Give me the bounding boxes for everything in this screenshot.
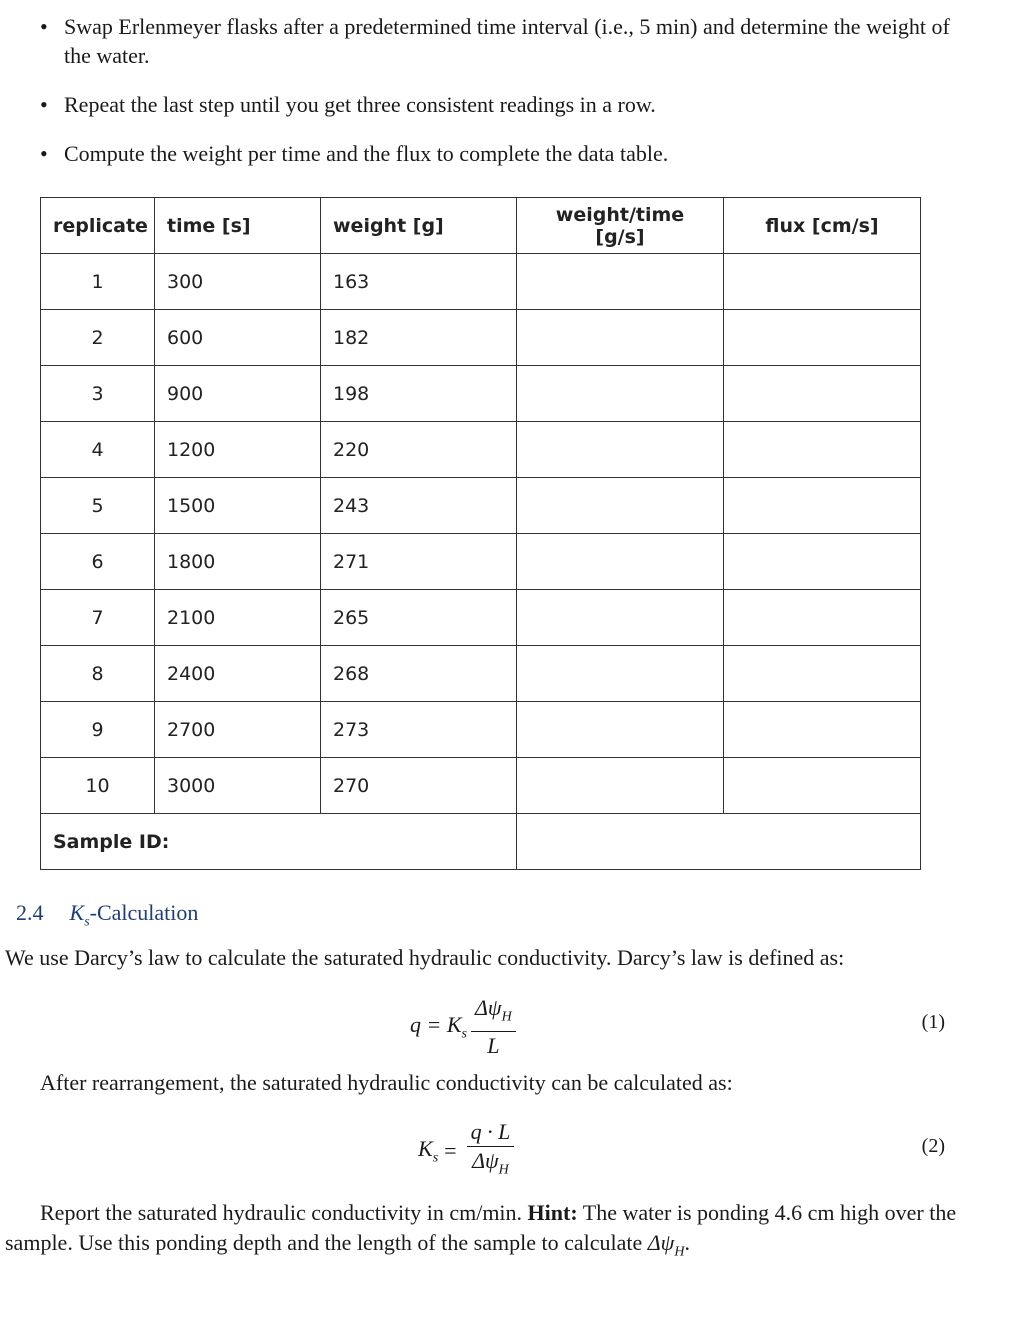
table-row [41, 534, 921, 590]
instruction-list [40, 12, 970, 188]
column-header-weight-per-time: weight/time [g/s] [517, 198, 724, 254]
equation-number-1: (1) [921, 1011, 945, 1033]
cell-time: 1800 [155, 534, 321, 590]
cell-replicate: 8 [41, 646, 155, 702]
cell-time: 300 [155, 254, 321, 310]
list-item: • Swap Erlenmeyer flasks after a predetermined time interval (i.e., 5 min) and determine the weight of the water. [40, 14, 950, 68]
cell-replicate: 5 [41, 478, 155, 534]
table-row [41, 478, 921, 534]
table-row [41, 310, 921, 366]
list-item: • Compute the weight per time and the flux to complete the data table. [40, 141, 669, 166]
cell-time: 1500 [155, 478, 321, 534]
cell-weight: 220 [321, 422, 517, 478]
table-row [41, 590, 921, 646]
cell-time: 2700 [155, 702, 321, 758]
column-header-weight: weight [g] [321, 198, 517, 254]
cell-weight-per-time[interactable] [517, 590, 724, 646]
cell-flux[interactable] [724, 702, 921, 758]
cell-weight: 270 [321, 758, 517, 814]
cell-weight: 265 [321, 590, 517, 646]
section-title-symbol: $K_s$ [69, 900, 90, 930]
table-row [41, 758, 921, 814]
cell-flux[interactable] [724, 254, 921, 310]
column-header-time: time [s] [155, 198, 321, 254]
sample-id-label: Sample ID: [41, 814, 517, 870]
cell-replicate: 10 [41, 758, 155, 814]
cell-flux[interactable] [724, 478, 921, 534]
cell-weight: 198 [321, 366, 517, 422]
cell-flux[interactable] [724, 534, 921, 590]
cell-replicate: 9 [41, 702, 155, 758]
cell-replicate: 6 [41, 534, 155, 590]
cell-time: 2100 [155, 590, 321, 646]
equation-darcy: $q = K_s$ $\frac{\Delta\psi_H}{L}$ [410, 996, 516, 1058]
sample-id-field[interactable] [517, 814, 921, 870]
equation-ks: $K_s$ = $\frac{q \cdot L}{\Delta\psi_H}$ [418, 1120, 514, 1182]
column-header-flux: flux [cm/s] [724, 198, 921, 254]
cell-flux[interactable] [724, 422, 921, 478]
cell-replicate: 3 [41, 366, 155, 422]
table-row [41, 702, 921, 758]
paragraph-rearrangement: After rearrangement, the saturated hydraulic conductivity can be calculated as: [40, 1070, 733, 1095]
cell-weight-per-time[interactable] [517, 534, 724, 590]
cell-weight-per-time[interactable] [517, 702, 724, 758]
cell-weight-per-time[interactable] [517, 758, 724, 814]
cell-flux[interactable] [724, 758, 921, 814]
cell-weight: 182 [321, 310, 517, 366]
sample-id-row [41, 814, 921, 870]
cell-flux[interactable] [724, 310, 921, 366]
cell-weight: 271 [321, 534, 517, 590]
cell-weight-per-time[interactable] [517, 478, 724, 534]
cell-weight-per-time[interactable] [517, 254, 724, 310]
cell-weight-per-time[interactable] [517, 366, 724, 422]
cell-weight-per-time[interactable] [517, 422, 724, 478]
hint-label: Hint: [527, 1200, 578, 1225]
paragraph-darcy-intro: We use Darcy’s law to calculate the saturated hydraulic conductivity. Darcy’s law is defined as: [5, 945, 845, 970]
cell-weight-per-time[interactable] [517, 646, 724, 702]
column-header-replicate: replicate [41, 198, 155, 254]
list-item: • Repeat the last step until you get three consistent readings in a row. [40, 92, 656, 117]
section-heading [16, 900, 198, 930]
cell-replicate: 4 [41, 422, 155, 478]
cell-replicate: 1 [41, 254, 155, 310]
table-row [41, 366, 921, 422]
cell-time: 2400 [155, 646, 321, 702]
cell-time: 600 [155, 310, 321, 366]
paragraph-report-hint: Report the saturated hydraulic conductivity in cm/min. Hint: The water is ponding 4.6 cm high over the sample. Use this ponding depth and the length of the sample to calculate $\Delta\psi_H$. [5, 1200, 957, 1260]
cell-replicate: 7 [41, 590, 155, 646]
cell-time: 900 [155, 366, 321, 422]
equation-number-2: (2) [921, 1135, 945, 1157]
cell-time: 1200 [155, 422, 321, 478]
cell-weight: 268 [321, 646, 517, 702]
table-row [41, 646, 921, 702]
cell-weight: 163 [321, 254, 517, 310]
table-row [41, 422, 921, 478]
cell-time: 3000 [155, 758, 321, 814]
table-header-row [41, 198, 921, 254]
section-title: -Calculation [89, 900, 199, 925]
cell-flux[interactable] [724, 590, 921, 646]
table-row [41, 254, 921, 310]
cell-weight: 273 [321, 702, 517, 758]
cell-weight-per-time[interactable] [517, 310, 724, 366]
cell-flux[interactable] [724, 366, 921, 422]
section-number: 2.4 [16, 900, 44, 925]
cell-replicate: 2 [41, 310, 155, 366]
data-table [40, 197, 921, 870]
cell-weight: 243 [321, 478, 517, 534]
cell-flux[interactable] [724, 646, 921, 702]
